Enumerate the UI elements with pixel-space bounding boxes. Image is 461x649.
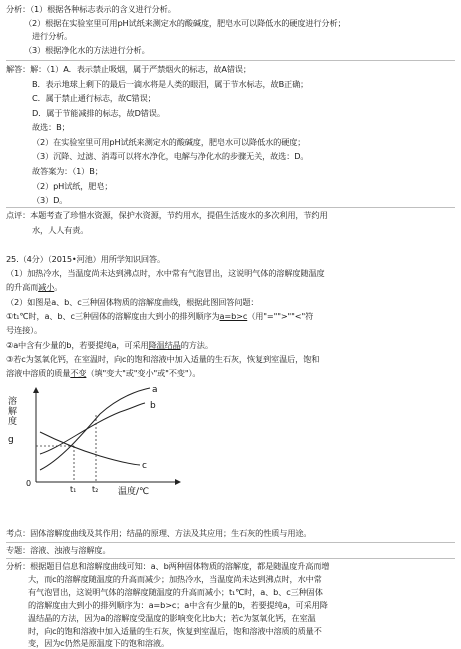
analysis-line-1: 分析：（1）根据各种标志表示的含义进行分析。 xyxy=(6,4,176,14)
origin-label: 0 xyxy=(26,479,32,488)
question-part-2-1 xyxy=(6,311,313,322)
question-part-2-1b: 号连接）。 xyxy=(6,325,43,335)
question-part-2-3b xyxy=(6,368,200,379)
analysis-line-3: 进行分析。 xyxy=(32,31,73,41)
y-axis-label-char: 溶 xyxy=(8,397,18,407)
separator xyxy=(6,60,455,61)
series-b-curve xyxy=(40,403,145,454)
x-tick-t2: t₂ xyxy=(92,485,99,494)
y-axis-label-char: 解 xyxy=(8,407,18,417)
answer-blank: 降温结晶 xyxy=(148,340,181,350)
series-a-curve xyxy=(40,388,150,470)
answer-line-1: 解答：解：（1）A．表示禁止吸烟，属于严禁烟火的标志，故A错误； xyxy=(6,64,251,74)
answer-line-6: （2）在实验室里可用pH试纸来测定水的酸碱度，肥皂水可以降低水的硬度； xyxy=(32,137,306,147)
answer-line-3: C．属于禁止通行标志，故C错误； xyxy=(32,93,156,103)
y-axis-label-char: g xyxy=(8,435,14,445)
analysis-line-4: （3）根据净化水的方法进行分析。 xyxy=(24,45,150,55)
fenxi-line-6: 时，向c的饱和溶液中加入适量的生石灰，恢复到室温后，饱和溶液中溶质的质量不 xyxy=(28,626,322,636)
question-header: 25.（4分）（2015•河池）用所学知识回答。 xyxy=(6,254,166,264)
fenxi-line-5: 温结晶的方法，因为a的溶解度受温度的影响变化比b大；若c为氢氧化钙，在室温 xyxy=(28,613,316,623)
question-part-2-2 xyxy=(6,340,213,351)
y-axis-label xyxy=(8,395,17,445)
analysis-line-2: （2）根据在实验室里可用pH试纸来测定水的酸碱度，肥皂水可以降低水的硬度进行分析； xyxy=(24,18,346,28)
series-b-label: b xyxy=(150,401,156,411)
answer-blank: a=b>c xyxy=(219,311,248,321)
text: 。 xyxy=(54,282,63,292)
solubility-chart xyxy=(0,382,200,502)
y-axis-label-char: 度 xyxy=(8,417,18,427)
answer-blank: 减小 xyxy=(38,282,55,292)
text: （填"变大"或"变小"或"不变"）。 xyxy=(86,368,201,378)
series-a-label: a xyxy=(152,385,158,395)
answer-blank: 不变 xyxy=(70,368,87,378)
fenxi-line-3: 有气泡冒出，这说明气体的溶解度随温度的升高而减小；t₁℃时，a、b、c三种固体 xyxy=(28,587,323,597)
zhuanti-line: 专题：溶液、浊液与溶解度。 xyxy=(6,545,111,555)
text: ①t₁℃时，a、b、c三种固体的溶解度由大到小的排列顺序为 xyxy=(6,311,220,321)
answer-line-10: （3）D。 xyxy=(32,195,68,205)
fenxi-line-7: 变，因为c仍然是原温度下的饱和溶液。 xyxy=(28,638,169,648)
answer-line-7: （3）沉降、过滤、消毒可以将水净化，电解与净化水的步骤无关，故选：D。 xyxy=(32,151,309,161)
comment-line-2: 水，人人有责。 xyxy=(32,225,89,235)
text: 的方法。 xyxy=(180,340,213,350)
series-c-label: c xyxy=(142,461,147,471)
answer-line-4: D．属于节能减排的标志，故D错误。 xyxy=(32,108,165,118)
x-axis-label: 温度/℃ xyxy=(118,487,150,497)
question-part-1: （1）加热冷水，当温度尚未达到沸点时，水中常有气泡冒出，这说明气体的溶解度随温度 xyxy=(6,268,325,278)
answer-line-5: 故选：B； xyxy=(32,122,70,132)
text: ②a中含有少量的b，若要提纯a，可采用 xyxy=(6,340,149,350)
separator xyxy=(6,207,455,208)
answer-line-8: 故答案为：（1）B； xyxy=(32,166,103,176)
fenxi-line-2: 大，而c的溶解度随温度的升高而减少；加热冷水，当温度尚未达到沸点时，水中常 xyxy=(28,574,322,584)
text: 溶液中溶质的质量 xyxy=(6,368,71,378)
text: 的升高而 xyxy=(6,282,39,292)
answer-line-9: （2）pH试纸，肥皂； xyxy=(32,181,113,191)
question-part-2: （2）如图是a、b、c三种固体物质的溶解度曲线，根据此图回答问题： xyxy=(6,297,259,307)
answer-line-2: B．表示地球上剩下的最后一滴水将是人类的眼泪，属于节水标志，故B正确； xyxy=(32,79,309,89)
text: （用"="">""<"符 xyxy=(247,311,314,321)
x-tick-t1: t₁ xyxy=(70,485,77,494)
question-part-2-3: ③若c为氢氧化钙，在室温时，向c的饱和溶液中加入适量的生石灰，恢复到室温后，饱和 xyxy=(6,354,320,364)
question-part-1b xyxy=(6,282,62,293)
kaodian-line: 考点：固体溶解度曲线及其作用；结晶的原理、方法及其应用；生石灰的性质与用途。 xyxy=(6,528,312,538)
fenxi-line-1: 分析：根据题目信息和溶解度曲线可知：a、b两种固体物质的溶解度，都是随温度升高而增 xyxy=(6,561,330,571)
fenxi-line-4: 的溶解度由大到小的排列顺序为：a=b>c；a中含有少量的b，若要提纯a，可采用降 xyxy=(28,600,328,610)
comment-line-1: 点评：本题考查了珍惜水资源，保护水资源，节约用水，提倡生活废水的多次利用，节约用 xyxy=(6,210,328,220)
separator xyxy=(6,542,455,543)
separator xyxy=(6,558,455,559)
